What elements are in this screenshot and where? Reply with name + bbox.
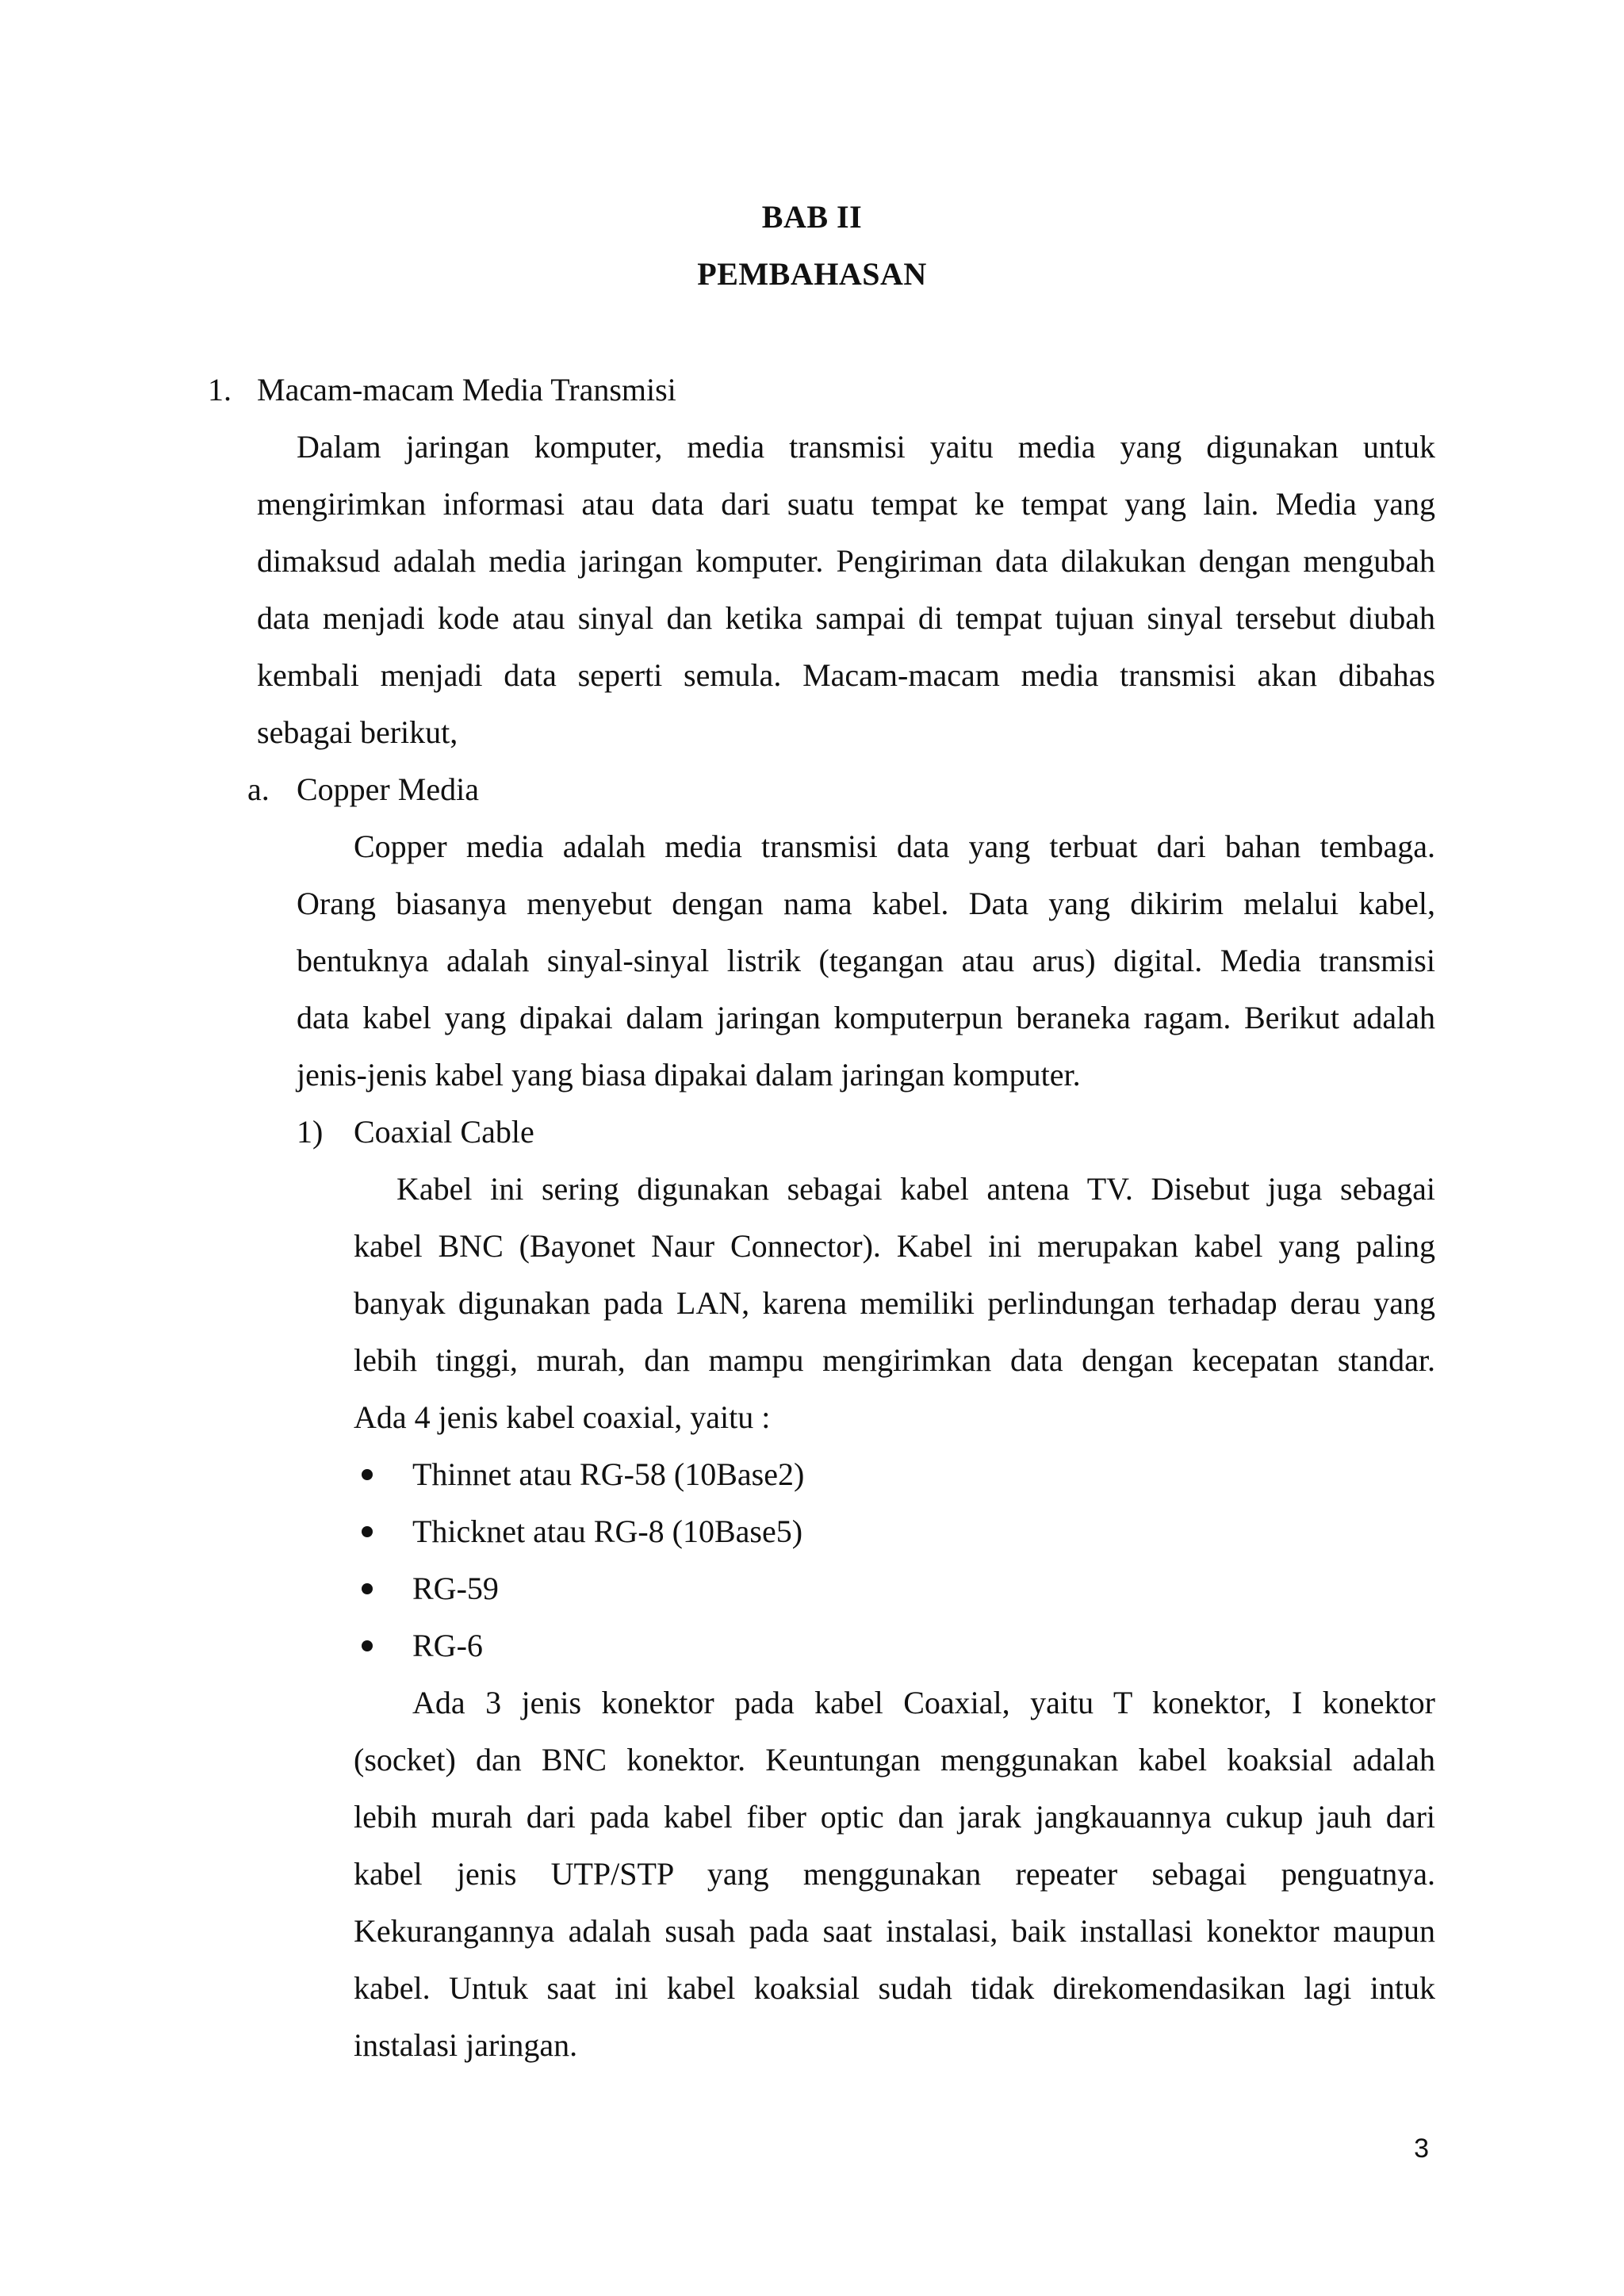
paragraph-line: jenis-jenis kabel yang biasa dipakai dalam jaringan komputer. (297, 1057, 1081, 1093)
paragraph-line: Ada 3 jenis konektor pada kabel Coaxial, yaitu T konektor, I konektor (412, 1685, 1435, 1720)
bullet-icon (362, 1469, 373, 1480)
paragraph-line: Ada 4 jenis kabel coaxial, yaitu : (354, 1399, 771, 1435)
paragraph-line: banyak digunakan pada LAN, karena memiliki perlindungan terhadap derau yang (354, 1285, 1435, 1321)
bullet-icon (362, 1640, 373, 1651)
list-item: RG-6 (412, 1628, 483, 1663)
paragraph-line: data kabel yang dipakai dalam jaringan komputerpun beraneka ragam. Berikut adalah (297, 1000, 1435, 1035)
page-number: 3 (1414, 2133, 1429, 2164)
list-item: RG-59 (412, 1571, 499, 1606)
paragraph-line: Copper media adalah media transmisi data yang terbuat dari bahan tembaga. (354, 828, 1435, 864)
paragraph-line: mengirimkan informasi atau data dari suatu tempat ke tempat yang lain. Media yang (257, 486, 1435, 522)
paragraph-line: bentuknya adalah sinyal-sinyal listrik (tegangan atau arus) digital. Media transmisi (297, 943, 1435, 978)
paragraph-line: kabel. Untuk saat ini kabel koaksial sudah tidak direkomendasikan lagi intuk (354, 1970, 1435, 2006)
chapter-title: PEMBAHASAN (697, 256, 927, 292)
paragraph-line: kabel jenis UTP/STP yang menggunakan repeater sebagai penguatnya. (354, 1856, 1435, 1892)
list-item: Thinnet atau RG-58 (10Base2) (412, 1456, 805, 1492)
paragraph-line: dimaksud adalah media jaringan komputer. Pengiriman data dilakukan dengan mengubah (257, 543, 1435, 579)
paragraph-line: Kekurangannya adalah susah pada saat instalasi, baik installasi konektor maupun (354, 1913, 1435, 1949)
subsection-marker: a. (247, 771, 270, 807)
bullet-icon (362, 1526, 373, 1537)
paragraph-line: instalasi jaringan. (354, 2027, 578, 2063)
paragraph-line: Orang biasanya menyebut dengan nama kabel. Data yang dikirim melalui kabel, (297, 886, 1435, 921)
paragraph-line: data menjadi kode atau sinyal dan ketika sampai di tempat tujuan sinyal tersebut diubah (257, 600, 1435, 636)
paragraph-line: lebih murah dari pada kabel fiber optic dan jarak jangkauannya cukup jauh dari (354, 1799, 1435, 1835)
chapter-number: BAB II (761, 199, 863, 235)
subsection-title: Copper Media (297, 771, 479, 807)
bullet-icon (362, 1583, 373, 1594)
section-title: Macam-macam Media Transmisi (257, 372, 676, 408)
paragraph-line: lebih tinggi, murah, dan mampu mengirimkan data dengan kecepatan standar. (354, 1342, 1435, 1378)
section-number: 1. (208, 372, 232, 408)
list-item: Thicknet atau RG-8 (10Base5) (412, 1513, 803, 1549)
paragraph-line: Dalam jaringan komputer, media transmisi yaitu media yang digunakan untuk (297, 429, 1435, 465)
paragraph-line: (socket) dan BNC konektor. Keuntungan menggunakan kabel koaksial adalah (354, 1742, 1435, 1777)
paragraph-line: Kabel ini sering digunakan sebagai kabel antena TV. Disebut juga sebagai (396, 1171, 1435, 1207)
item-marker: 1) (297, 1114, 324, 1150)
paragraph-line: sebagai berikut, (257, 714, 458, 750)
paragraph-line: kabel BNC (Bayonet Naur Connector). Kabel ini merupakan kabel yang paling (354, 1228, 1435, 1264)
paragraph-line: kembali menjadi data seperti semula. Macam-macam media transmisi akan dibahas (257, 657, 1435, 693)
item-title: Coaxial Cable (354, 1114, 534, 1150)
